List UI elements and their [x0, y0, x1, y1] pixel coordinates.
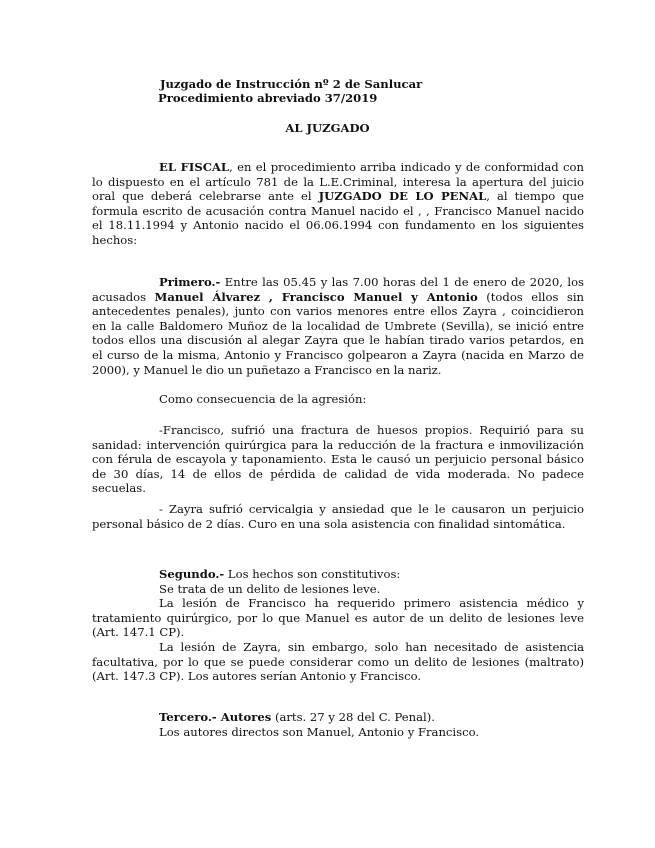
- intro-text-2: , al tiempo que formula escrito de acusación contra Manuel nacido el , , Francisco Manuel nacido el 18.11.1994 y Antonio nacido el 06.06.1994 con fundamento en los siguientes hechos:: [92, 189, 584, 247]
- tercero-line-1: Los autores directos son Manuel, Antonio y Francisco.: [159, 724, 480, 739]
- segundo-section: [92, 567, 584, 684]
- tercero-label: Tercero.- Autores: [159, 710, 272, 724]
- francisco-injury-text: -Francisco, sufrió una fractura de huesos propios. Requirió para su sanidad: intervención quirúrgica para la reducción de la fractura e inmovilización con férula de escayola y taponamiento. Esta le causó un perjuicio personal básico de 30 días, 14 de ellos de pérdida de calidad de vida moderada. No padece secuelas.: [92, 423, 584, 496]
- segundo-paragraph-2: La lesión de Francisco ha requerido primero asistencia médico y tratamiento quirúrgico, por lo que Manuel es autor de un delito de lesiones leve (Art. 147.1 CP).: [92, 596, 584, 640]
- francisco-injury-paragraph: [92, 423, 584, 496]
- primero-text-2: (todos ellos sin antecedentes penales), junto con varios menores entre ellos Zayra , coincidieron en la calle Baldomero Muñoz de la localidad de Umbrete (Sevilla), se inició entre todos ellos una discusión al alegar Zayra que le habían tirado varios petardos, en el curso de la misma, Antonio y Francisco golpearon a Zayra (nacida en Marzo de 2000), y Manuel le dio un puñetazo a Francisco en la nariz.: [92, 289, 584, 377]
- court-name: Juzgado de Instrucción nº 2 de Sanlucar: [160, 77, 423, 91]
- court-type: JUZGADO DE LO PENAL: [318, 189, 487, 204]
- segundo-paragraph-3: La lesión de Zayra, sin embargo, solo han necesitado de asistencia facultativa, por lo que se puede considerar como un delito de lesiones (maltrato) (Art. 147.3 CP). Los autores serían Antonio y Francisco.: [92, 639, 584, 684]
- consequence-text: Como consecuencia de la agresión:: [159, 392, 367, 406]
- addressee: AL JUZGADO: [285, 121, 370, 135]
- primero-text-1: Entre las 05.45 y las 7.00 horas del 1 de enero de 2020, los acusados: [92, 275, 584, 304]
- segundo-label: Segundo.-: [159, 567, 225, 581]
- consequence-intro: [92, 392, 584, 407]
- intro-paragraph: [92, 160, 584, 248]
- intro-text-1: , en el procedimiento arriba indicado y de conformidad con lo dispuesto en el artículo 781 de la L.E.Criminal, interesa la apertura del juicio oral que deberá celebrarse ante el: [92, 160, 584, 204]
- segundo-line-1: Se trata de un delito de lesiones leve.: [159, 581, 381, 596]
- primero-label: Primero.-: [159, 275, 221, 289]
- primero-paragraph: [92, 275, 584, 377]
- tercero-section: [92, 710, 584, 739]
- accused-names: Manuel Álvarez , Francisco Manuel y Antonio: [154, 289, 478, 304]
- zayra-injury-text: - Zayra sufrió cervicalgia y ansiedad que le le causaron un perjuicio personal básico de 2 días. Curo en una sola asistencia con finalidad sintomática.: [92, 502, 584, 531]
- segundo-text: Los hechos son constitutivos:: [224, 567, 401, 581]
- zayra-injury-paragraph: [92, 502, 584, 531]
- fiscal-label: EL FISCAL: [159, 160, 230, 174]
- tercero-text: (arts. 27 y 28 del C. Penal).: [271, 710, 435, 724]
- procedure-number: Procedimiento abreviado 37/2019: [158, 91, 378, 105]
